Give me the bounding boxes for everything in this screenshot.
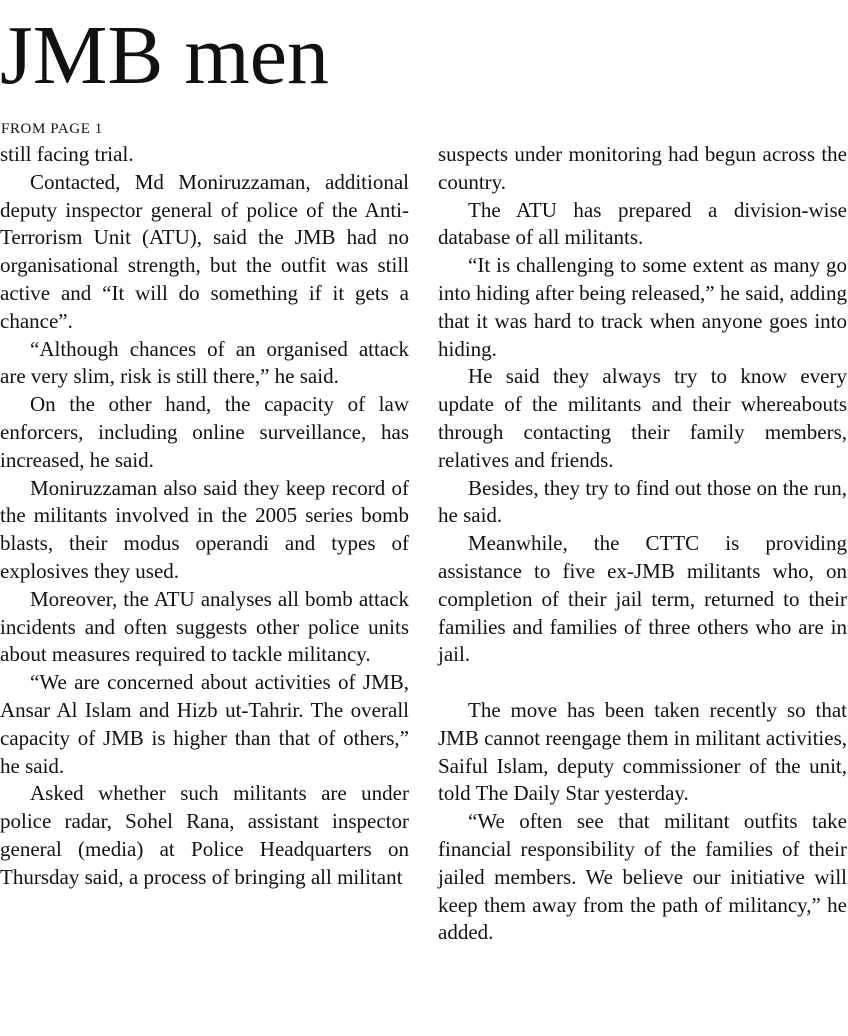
paragraph: He said they always try to know every update of the militants and their whereabouts through contacting their family members, relatives and friends. [438,364,847,472]
paragraph: suspects under monitoring had begun across the country. [438,142,847,194]
paragraph: Meanwhile, the CTTC is providing assistance to five ex-JMB militants who, on completion of their jail term, returned to their families and families of three others who are in jail. [438,531,847,667]
paragraph: Moreover, the ATU analyses all bomb attack incidents and often suggests other police units about measures required to tackle militancy. [0,586,409,667]
paragraph: Besides, they try to find out those on the run, he said. [438,475,847,528]
paragraph: Asked whether such militants are under police radar, Sohel Rana, assistant inspector general (media) at Police Headquarters on Thursday said, a process of bringing all militant [0,781,409,889]
article-column-right [438,141,847,947]
article-column-left [0,141,409,892]
continued-from-label: FROM PAGE 1 [1,121,103,137]
paragraph: The move has been taken recently so that JMB cannot reengage them in militant activities, Saiful Islam, deputy commissioner of the unit, told The Daily Star yesterday. [438,697,847,806]
paragraph: “Although chances of an organised attack are very slim, risk is still there,” he said. [0,336,409,389]
paragraph: “We are concerned about activities of JMB, Ansar Al Islam and Hizb ut-Tahrir. The overall capacity of JMB is higher than that of others,” he said. [0,670,409,778]
paragraph: “It is challenging to some extent as many go into hiding after being released,” he said, adding that it was hard to track when anyone goes into hiding. [438,253,847,361]
paragraph: still facing trial. [0,142,134,166]
headline: JMB men [0,9,330,102]
paragraph: Moniruzzaman also said they keep record of the militants involved in the 2005 series bomb blasts, their modus operandi and types of explosives they used. [0,475,409,583]
paragraph: Contacted, Md Moniruzzaman, additional deputy inspector general of police of the Anti-Terrorism Unit (ATU), said the JMB had no organisational strength, but the outfit was still active and “It will do something if it gets a chance”. [0,169,409,333]
paragraph: “We often see that militant outfits take financial responsibility of the families of their jailed members. We believe our initiative will keep them away from the path of militancy,” he added. [438,809,847,945]
paragraph: On the other hand, the capacity of law enforcers, including online surveillance, has increased, he said. [0,392,409,472]
paragraph: The ATU has prepared a division-wise database of all militants. [438,197,847,250]
